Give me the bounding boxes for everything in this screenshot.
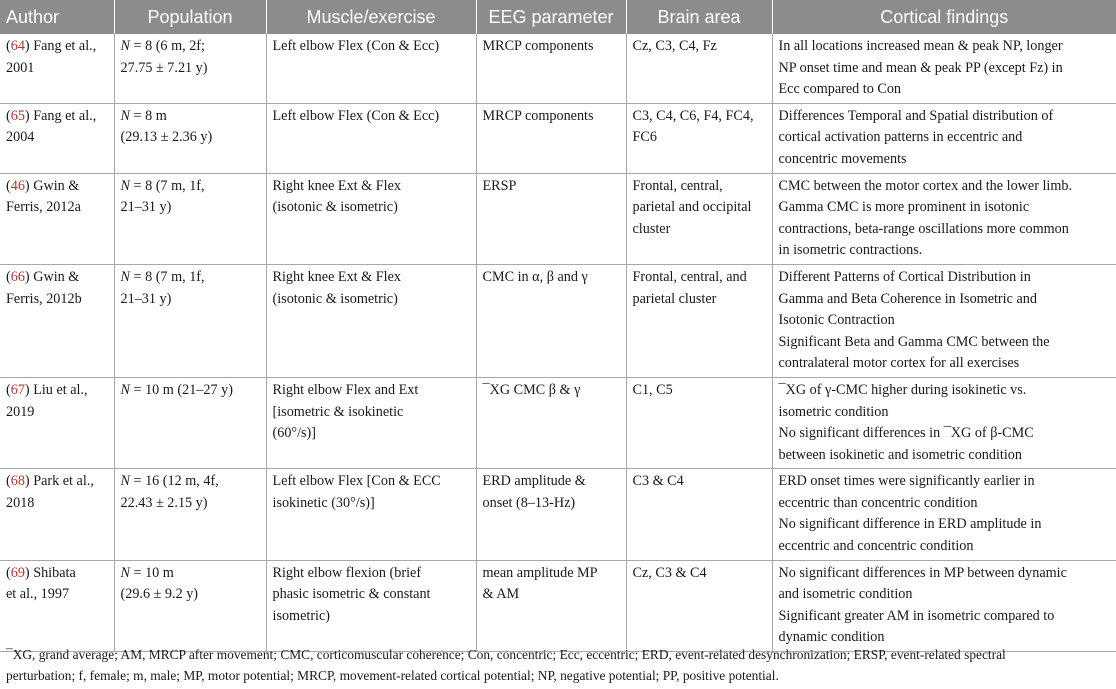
cell-brain-area — [626, 377, 772, 468]
cell-muscle-exercise — [266, 469, 476, 560]
findings-line: and isometric condition — [778, 586, 913, 603]
author-line: (46) Gwin & — [6, 177, 80, 194]
muscle-line: isometric) — [272, 607, 331, 624]
cell-author — [0, 377, 114, 468]
author-text: Park et al., — [33, 473, 94, 490]
eeg-line: ¯XG CMC β & γ — [482, 381, 581, 398]
findings-line: Ecc compared to Con — [778, 81, 902, 98]
area-line: Cz, C3 & C4 — [632, 564, 707, 581]
n-symbol: N — [120, 107, 130, 124]
eeg-line: onset (8–13-Hz) — [482, 494, 576, 511]
population-line — [121, 563, 260, 585]
author-text: et al., 1997 — [6, 586, 70, 603]
population-line — [121, 471, 260, 493]
population-line — [121, 127, 260, 149]
reference-number: 46 — [10, 177, 25, 194]
author-text: Fang et al., — [33, 107, 97, 124]
cell-cortical-findings — [772, 469, 1116, 560]
population-line — [121, 176, 260, 198]
author-text: Liu et al., — [33, 381, 88, 398]
reference-number: 64 — [10, 38, 25, 54]
cell-population — [114, 173, 266, 264]
population-line — [121, 58, 260, 80]
findings-line: ¯XG of γ-CMC higher during isokinetic vs. — [778, 381, 1027, 398]
cell-brain-area — [626, 560, 772, 651]
table-row — [0, 34, 1116, 103]
author-line — [6, 127, 108, 149]
findings-line: isometric condition — [778, 403, 889, 420]
findings-line: dynamic condition — [778, 629, 885, 646]
reference-number: 65 — [10, 107, 25, 124]
author-text: 2001 — [6, 59, 35, 76]
eeg-line: MRCP components — [482, 107, 594, 124]
reference-number: 68 — [10, 473, 25, 490]
eeg-line: MRCP components — [482, 38, 594, 54]
muscle-line: (isotonic & isometric) — [272, 199, 398, 216]
area-line: Frontal, central, — [632, 177, 723, 194]
muscle-line: (60°/s)] — [272, 425, 316, 442]
cell-cortical-findings — [772, 560, 1116, 651]
muscle-line: phasic isometric & constant — [272, 586, 431, 603]
cell-cortical-findings — [772, 173, 1116, 264]
table-row — [0, 173, 1116, 264]
area-line: FC6 — [632, 129, 657, 146]
cell-brain-area — [626, 264, 772, 377]
n-symbol: N — [120, 177, 130, 194]
cell-eeg-parameter — [476, 173, 626, 264]
author-line — [6, 493, 108, 515]
table-row — [0, 264, 1116, 377]
cell-population — [114, 34, 266, 103]
findings-line: ERD onset times were significantly earlier in — [778, 473, 1035, 490]
author-line: (68) Park et al., — [6, 473, 94, 490]
area-line: C1, C5 — [632, 381, 673, 398]
table-row — [0, 469, 1116, 560]
eeg-line: mean amplitude MP — [482, 564, 598, 581]
footnote-line: ¯XG, grand average; AM, MRCP after movement; CMC, corticomuscular coherence; Con, concentric; Ecc, eccentric; ERD, event-related desynchronization; ERSP, event-related spectral — [6, 647, 1006, 662]
cell-eeg-parameter — [476, 560, 626, 651]
population-line — [121, 197, 260, 219]
author-text: 2018 — [6, 494, 35, 511]
n-symbol: N — [120, 38, 130, 54]
area-line: Cz, C3, C4, Fz — [632, 38, 717, 54]
header-brain-area: Brain area — [626, 0, 772, 34]
author-text: Gwin & — [33, 268, 80, 285]
cell-brain-area — [626, 469, 772, 560]
population-text: (29.6 ± 9.2 y) — [120, 586, 199, 603]
findings-line: In all locations increased mean & peak NP, longer — [778, 38, 1063, 54]
author-line — [6, 58, 108, 80]
population-text: = 16 (12 m, 4f, — [133, 473, 219, 490]
area-line: C3, C4, C6, F4, FC4, — [632, 107, 754, 124]
area-line: cluster — [632, 220, 671, 237]
cell-brain-area — [626, 103, 772, 173]
cell-author — [0, 469, 114, 560]
findings-line: CMC between the motor cortex and the lower limb. — [778, 177, 1073, 194]
cell-population — [114, 560, 266, 651]
eeg-line: ERSP — [482, 177, 517, 194]
table-row — [0, 560, 1116, 651]
cell-author — [0, 103, 114, 173]
area-line: Frontal, central, and — [632, 268, 747, 285]
cell-muscle-exercise — [266, 34, 476, 103]
author-text: Shibata — [33, 564, 76, 581]
findings-line: No significant differences in ¯XG of β-CMC — [778, 425, 1034, 442]
footnote-line: perturbation; f, female; m, male; MP, motor potential; MRCP, movement-related cortical potential; NP, negative potential; PP, positive potential. — [6, 668, 779, 683]
findings-line: between isokinetic and isometric condition — [778, 446, 1022, 463]
author-line — [6, 584, 108, 606]
population-text: = 8 (7 m, 1f, — [133, 177, 205, 194]
population-text: 27.75 ± 7.21 y) — [120, 59, 208, 76]
population-text: 22.43 ± 2.15 y) — [120, 494, 208, 511]
eeg-line: ERD amplitude & — [482, 473, 586, 490]
cell-cortical-findings — [772, 34, 1116, 103]
cell-author — [0, 34, 114, 103]
author-line: (65) Fang et al., — [6, 107, 97, 124]
findings-line: Significant Beta and Gamma CMC between the — [778, 333, 1050, 350]
table-header — [0, 0, 1116, 34]
reference-number: 66 — [10, 268, 25, 285]
findings-line: Gamma CMC is more prominent in isotonic — [778, 199, 1030, 216]
findings-line: cortical activation patterns in eccentric and — [778, 129, 1023, 146]
cell-muscle-exercise — [266, 560, 476, 651]
table-row — [0, 103, 1116, 173]
cell-eeg-parameter — [476, 103, 626, 173]
population-text: 21–31 y) — [120, 290, 172, 307]
population-text: = 8 m — [133, 107, 167, 124]
muscle-line: Right knee Ext & Flex — [272, 268, 401, 285]
header-eeg-parameter: EEG parameter — [476, 0, 626, 34]
population-line — [121, 267, 260, 289]
n-symbol: N — [120, 473, 130, 490]
cell-brain-area — [626, 34, 772, 103]
table-body — [0, 34, 1116, 652]
author-text: Ferris, 2012b — [6, 290, 82, 307]
author-line — [6, 402, 108, 424]
muscle-line: (isotonic & isometric) — [272, 290, 398, 307]
reference-number: 67 — [10, 381, 25, 398]
population-line — [121, 36, 260, 58]
header-muscle-exercise: Muscle/exercise — [266, 0, 476, 34]
cell-population — [114, 377, 266, 468]
muscle-line: Left elbow Flex (Con & Ecc) — [272, 107, 440, 124]
muscle-line: Right knee Ext & Flex — [272, 177, 401, 194]
n-symbol: N — [120, 268, 130, 285]
population-text: = 10 m — [133, 564, 174, 581]
n-symbol: N — [120, 564, 130, 581]
reference-number: 69 — [10, 564, 25, 581]
author-line: (69) Shibata — [6, 564, 76, 581]
header-population: Population — [114, 0, 266, 34]
population-text: = 10 m (21–27 y) — [133, 381, 233, 398]
population-text: 21–31 y) — [120, 199, 172, 216]
author-text: 2004 — [6, 129, 35, 146]
cell-author — [0, 264, 114, 377]
cell-muscle-exercise — [266, 264, 476, 377]
muscle-line: Right elbow Flex and Ext — [272, 381, 419, 398]
cell-brain-area — [626, 173, 772, 264]
author-text: 2019 — [6, 403, 35, 420]
population-text: (29.13 ± 2.36 y) — [120, 129, 213, 146]
cell-cortical-findings — [772, 377, 1116, 468]
population-line — [121, 493, 260, 515]
cell-population — [114, 469, 266, 560]
area-line: parietal cluster — [632, 290, 717, 307]
cell-cortical-findings — [772, 264, 1116, 377]
findings-line: No significant difference in ERD amplitude in — [778, 516, 1042, 533]
findings-line: eccentric than concentric condition — [778, 494, 978, 511]
population-line — [121, 289, 260, 311]
header-cortical-findings: Cortical findings — [772, 0, 1116, 34]
author-text: Fang et al., — [33, 38, 97, 54]
population-line — [121, 380, 260, 402]
population-text: = 8 (6 m, 2f; — [133, 38, 205, 54]
muscle-line: isokinetic (30°/s)] — [272, 494, 375, 511]
cell-population — [114, 264, 266, 377]
eeg-line: & AM — [482, 586, 520, 603]
cell-eeg-parameter — [476, 377, 626, 468]
muscle-line: Left elbow Flex (Con & Ecc) — [272, 38, 440, 54]
muscle-line: [isometric & isokinetic — [272, 403, 404, 420]
cell-muscle-exercise — [266, 377, 476, 468]
findings-line: concentric movements — [778, 150, 907, 167]
population-line — [121, 106, 260, 128]
table-footnote — [6, 644, 1112, 686]
author-text: Ferris, 2012a — [6, 199, 81, 216]
area-line: C3 & C4 — [632, 473, 684, 490]
cell-muscle-exercise — [266, 173, 476, 264]
cell-population — [114, 103, 266, 173]
findings-line: Isotonic Contraction — [778, 312, 895, 329]
findings-line: contralateral motor cortex for all exercises — [778, 355, 1020, 372]
author-text: Gwin & — [33, 177, 80, 194]
muscle-line: Right elbow flexion (brief — [272, 564, 422, 581]
cell-eeg-parameter — [476, 34, 626, 103]
cell-cortical-findings — [772, 103, 1116, 173]
author-line: (66) Gwin & — [6, 268, 80, 285]
population-text: = 8 (7 m, 1f, — [133, 268, 205, 285]
findings-line: contractions, beta-range oscillations more common — [778, 220, 1069, 237]
author-line — [6, 289, 108, 311]
header-author: Author — [0, 0, 114, 34]
table-row — [0, 377, 1116, 468]
findings-line: in isometric contractions. — [778, 242, 923, 259]
cell-muscle-exercise — [266, 103, 476, 173]
author-line — [6, 197, 108, 219]
cell-author — [0, 560, 114, 651]
cell-eeg-parameter — [476, 469, 626, 560]
area-line: parietal and occipital — [632, 199, 752, 216]
findings-line: Gamma and Beta Coherence in Isometric and — [778, 290, 1037, 307]
muscle-line: Left elbow Flex [Con & ECC — [272, 473, 441, 490]
cell-eeg-parameter — [476, 264, 626, 377]
eeg-line: CMC in α, β and γ — [482, 268, 588, 285]
population-line — [121, 584, 260, 606]
findings-line: NP onset time and mean & peak PP (except Fz) in — [778, 59, 1063, 76]
author-line: (64) Fang et al., — [6, 38, 97, 54]
author-line: (67) Liu et al., — [6, 381, 88, 398]
cell-author — [0, 173, 114, 264]
findings-line: Differences Temporal and Spatial distribution of — [778, 107, 1054, 124]
n-symbol: N — [120, 381, 130, 398]
header-row — [0, 0, 1116, 34]
findings-line: eccentric and concentric condition — [778, 538, 974, 555]
findings-line: Significant greater AM in isometric compared to — [778, 607, 1055, 624]
findings-line: Different Patterns of Cortical Distribution in — [778, 268, 1031, 285]
findings-line: No significant differences in MP between dynamic — [778, 564, 1067, 581]
